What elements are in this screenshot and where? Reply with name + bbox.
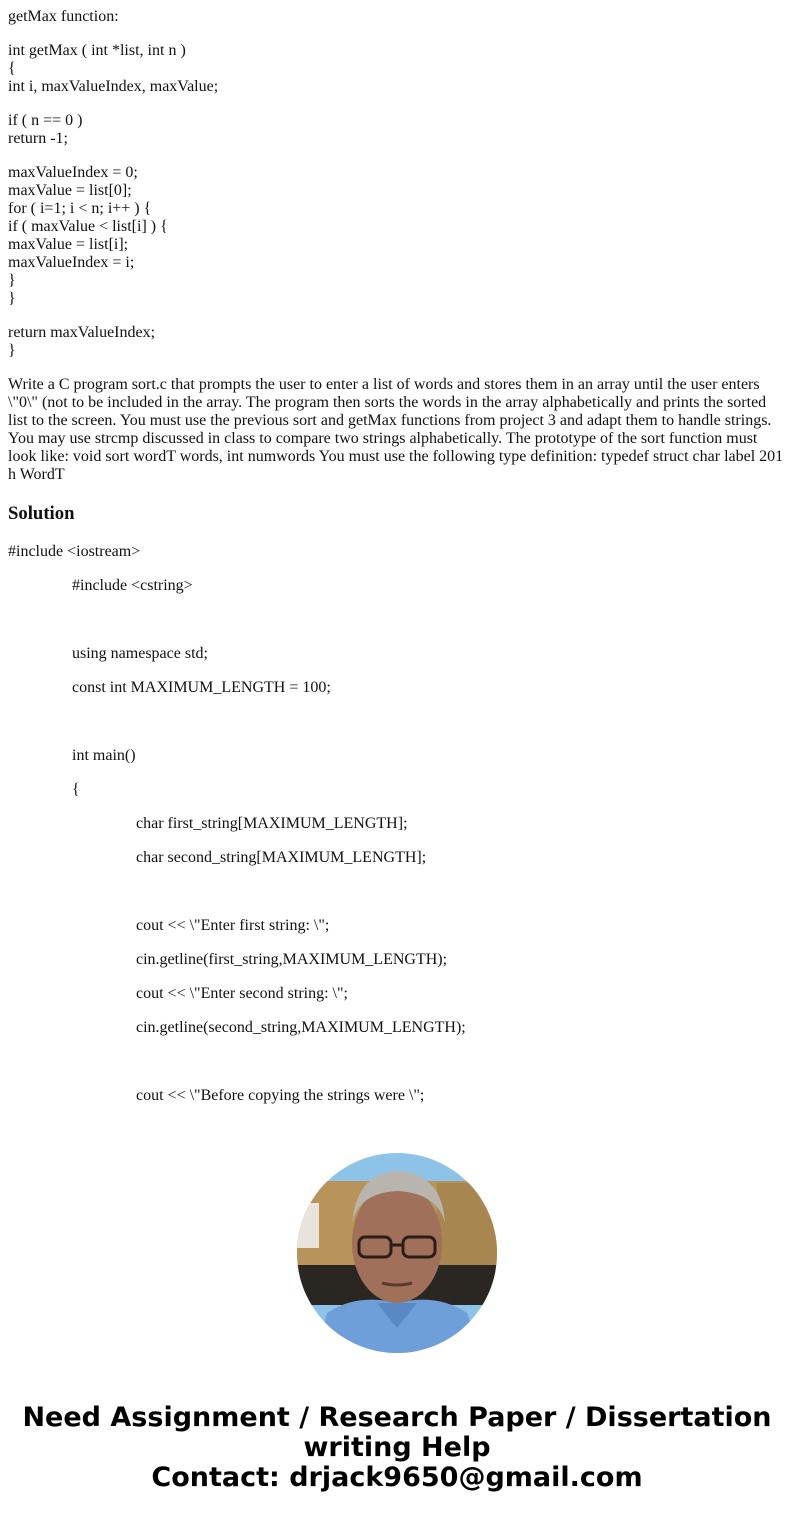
code-line (8, 148, 218, 164)
code-line: if ( n == 0 ) (8, 112, 83, 129)
question-intro: getMax function: (8, 8, 119, 25)
solution-code-line: cin.getline(first_string,MAXIMUM_LENGTH); (136, 951, 448, 968)
code-line: } (8, 342, 16, 359)
code-line (8, 308, 218, 324)
solution-code-line: { (72, 781, 80, 798)
banner-line-3: Contact: drjack9650@gmail.com (151, 1462, 643, 1493)
code-line: return -1; (8, 130, 68, 147)
solution-code-line: cin.getline(second_string,MAXIMUM_LENGTH); (136, 1019, 466, 1036)
banner-line-2: writing Help (303, 1432, 491, 1463)
solution-code-line: const int MAXIMUM_LENGTH = 100; (72, 679, 331, 696)
person-photo-icon (297, 1153, 497, 1353)
code-line (8, 96, 218, 112)
code-line: } (8, 290, 16, 307)
code-line: for ( i=1; i < n; i++ ) { (8, 200, 152, 217)
solution-heading: Solution (8, 503, 75, 524)
solution-code-line: #include <iostream> (8, 543, 141, 560)
solution-code-line: char second_string[MAXIMUM_LENGTH]; (136, 849, 427, 866)
solution-code-line: using namespace std; (72, 645, 208, 662)
solution-code-line: #include <cstring> (72, 577, 193, 594)
getmax-code-block (8, 42, 218, 360)
code-line: if ( maxValue < list[i] ) { (8, 218, 168, 235)
code-line: maxValue = list[i]; (8, 236, 129, 253)
solution-code-line: cout << \"Enter second string: \"; (136, 985, 348, 1002)
code-line: maxValueIndex = i; (8, 254, 135, 271)
solution-code-line: cout << \"Enter first string: \"; (136, 917, 330, 934)
code-line: } (8, 272, 16, 289)
solution-code-line: int main() (72, 747, 136, 764)
solution-code-line: cout << \"Before copying the strings were \"; (136, 1087, 425, 1104)
solution-code-line: char first_string[MAXIMUM_LENGTH]; (136, 815, 408, 832)
code-line: int getMax ( int *list, int n ) (8, 42, 186, 59)
code-line: return maxValueIndex; (8, 324, 156, 341)
question-prompt: Write a C program sort.c that prompts the user to enter a list of words and stores them in an array until the user enters \"0\" (not to be included in the array. The program then sorts the words in the array alphabetically and prints the sorted list to the screen. You must use the previous sort and getMax functions from project 3 and adapt them to handle strings. You may use strcmp discussed in class to compare two strings alphabetically. The prototype of the sort function must look like: void sort wordT words, int numwords You must use the following type definition: typedef struct char label 201 h WordT (8, 376, 784, 483)
code-line: maxValueIndex = 0; (8, 164, 138, 181)
code-line: { (8, 60, 16, 77)
code-line: maxValue = list[0]; (8, 182, 132, 199)
code-line: int i, maxValueIndex, maxValue; (8, 78, 219, 95)
author-avatar (297, 1153, 497, 1353)
banner-line-1: Need Assignment / Research Paper / Dissertation (22, 1402, 772, 1433)
contact-banner (0, 1403, 794, 1493)
